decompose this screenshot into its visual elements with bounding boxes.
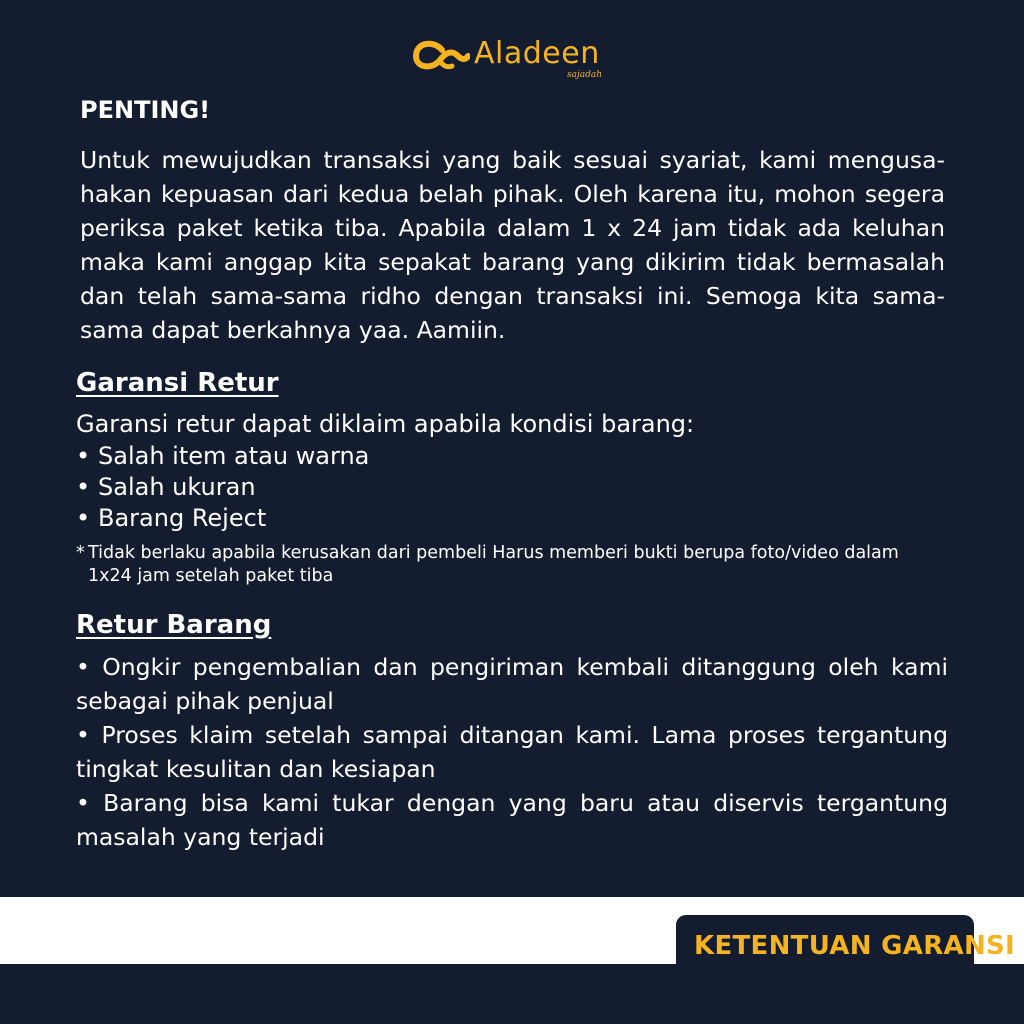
list-item-text: Barang Reject: [98, 504, 267, 532]
brand-tagline: sajadah: [567, 70, 603, 80]
garansi-retur-lead: Garansi retur dapat diklaim apabila kondisi barang:: [76, 410, 695, 438]
garansi-retur-list: [76, 441, 369, 534]
penting-body: Untuk mewujudkan transaksi yang baik sesuai syariat, kami mengusa-hakan kepuasan dari kedua belah pihak. Oleh karena itu, mohon segera periksa paket ketika tiba. Apabila dalam 1 x 24 jam tidak ada keluhan maka kami anggap kita sepakat barang yang dikirim tidak bermasalah dan telah sama-sama ridho dengan transaksi ini. Semoga kita sama-sama dapat berkahnya yaa. Aamiin.: [80, 146, 945, 344]
garansi-retur-title: Garansi Retur: [76, 368, 279, 398]
list-item: [76, 472, 369, 503]
badge-label: KETENTUAN GARANSI: [694, 931, 1016, 961]
footnote-line-2: 1x24 jam setelah paket tiba: [88, 566, 334, 586]
bullet-icon: •: [76, 504, 91, 532]
list-item: [76, 503, 369, 534]
list-item: • Barang bisa kami tukar dengan yang baru atau diservis tergantung masalah yang terjadi: [76, 789, 948, 851]
bullet-icon: •: [76, 473, 91, 501]
garansi-footnote: [76, 542, 956, 588]
bullet-icon: •: [76, 442, 91, 470]
penting-title: PENTING!: [80, 96, 211, 124]
ketentuan-garansi-badge: [676, 915, 1016, 981]
aladeen-logo-icon: [412, 40, 470, 74]
list-item: • Proses klaim setelah sampai ditangan kami. Lama proses tergantung tingkat kesulitan dan kesiapan: [76, 721, 948, 783]
brand-logo: [412, 36, 612, 86]
list-item-text: Salah item atau warna: [98, 442, 370, 470]
retur-barang-list: [76, 650, 948, 854]
list-item-text: Salah ukuran: [98, 473, 256, 501]
footnote-mark: *: [76, 543, 85, 563]
list-item: • Ongkir pengembalian dan pengiriman kembali ditanggung oleh kami sebagai pihak penjual: [76, 653, 948, 715]
footnote-line-1: Tidak berlaku apabila kerusakan dari pembeli Harus memberi bukti berupa foto/video dalam: [88, 543, 899, 563]
retur-barang-title: Retur Barang: [76, 610, 272, 640]
brand-name: Aladeen: [474, 36, 600, 71]
list-item: [76, 441, 369, 472]
